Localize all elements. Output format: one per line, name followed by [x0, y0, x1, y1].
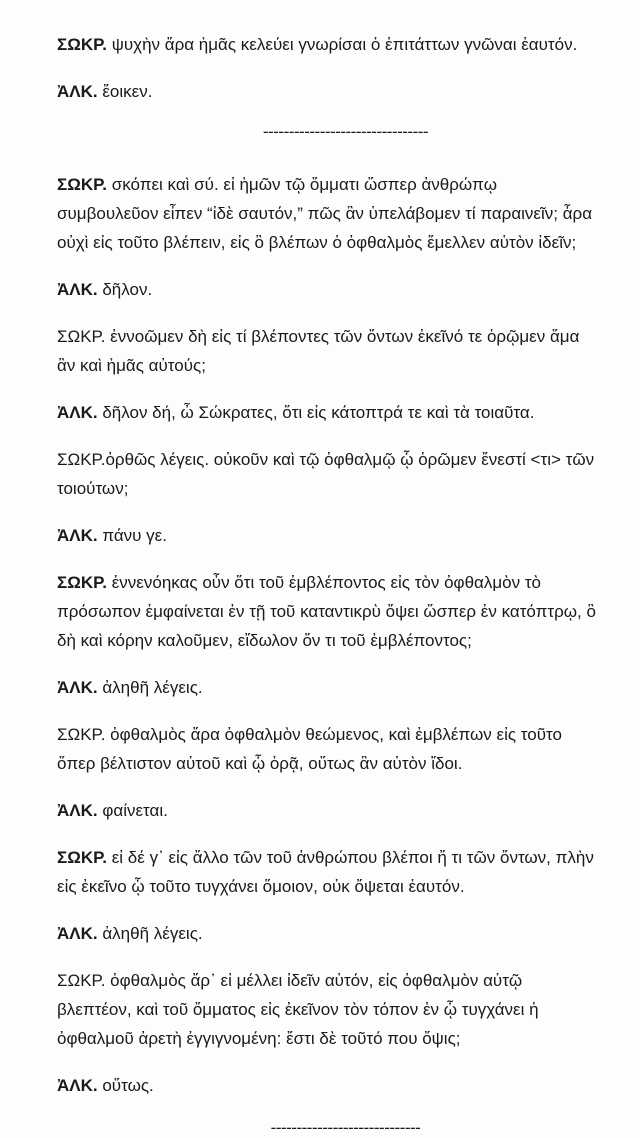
- dialogue-text: οὕτως.: [97, 1076, 154, 1095]
- section-separator: --------------------------------: [262, 122, 429, 141]
- speaker-label: ἈΛΚ.: [57, 1076, 98, 1095]
- dialogue-line: [57, 322, 600, 380]
- speaker-label: ΣΩΚΡ.: [57, 175, 107, 194]
- dialogue-text: δῆλον.: [97, 280, 153, 299]
- section-separator: -----------------------------: [270, 1118, 421, 1137]
- dialogue-text: πάνυ γε.: [97, 526, 167, 545]
- speaker-label: ΣΩΚΡ.: [57, 848, 107, 867]
- speaker-label: ἈΛΚ.: [57, 280, 98, 299]
- dialogue-line: [57, 398, 600, 427]
- speaker-label: ἈΛΚ.: [57, 82, 98, 101]
- dialogue-text: ὀφθαλμὸς ἄρα ὀφθαλμὸν θεώμενος, καὶ ἐμβλέπων εἰς τοῦτο ὅπερ βέλτιστον αὐτοῦ καὶ ᾧ ὁρᾷ, οὕτως ἂν αὑτὸν ἴδοι.: [57, 725, 562, 773]
- dialogue-line: [57, 445, 600, 503]
- dialogue-line: [57, 77, 600, 106]
- speaker-label: ΣΩΚΡ.: [57, 327, 106, 346]
- dialogue-line: [57, 843, 600, 901]
- speaker-label: ΣΩΚΡ.: [57, 450, 106, 469]
- dialogue-line: [57, 30, 600, 59]
- dialogue-text: δῆλον δή, ὦ Σώκρατες, ὅτι εἰς κάτοπτρά τε καὶ τὰ τοιαῦτα.: [97, 403, 535, 422]
- speaker-label: ΣΩΚΡ.: [57, 725, 106, 744]
- dialogue-text: φαίνεται.: [97, 801, 168, 820]
- dialogue-text: ψυχὴν ἄρα ἡμᾶς κελεύει γνωρίσαι ὁ ἐπιτάττων γνῶναι ἑαυτόν.: [107, 35, 578, 54]
- dialogue-text: ἀληθῆ λέγεις.: [97, 924, 203, 943]
- dialogue-line: [57, 796, 600, 825]
- dialogue-line: [57, 720, 600, 778]
- dialogue-line: [57, 521, 600, 550]
- speaker-label: ἈΛΚ.: [57, 678, 98, 697]
- dialogue-text: εἰ δέ γ᾽ εἰς ἄλλο τῶν τοῦ ἀνθρώπου βλέποι ἤ τι τῶν ὄντων, πλὴν εἰς ἐκεῖνο ᾧ τοῦτο τυγχάνει ὅμοιον, οὐκ ὄψεται ἑαυτόν.: [57, 848, 594, 896]
- speaker-label: ἈΛΚ.: [57, 526, 98, 545]
- dialogue-line: [57, 1071, 600, 1100]
- speaker-label: ἈΛΚ.: [57, 403, 98, 422]
- dialogue-text: ὀρθῶς λέγεις. οὐκοῦν καὶ τῷ ὀφθαλμῷ ᾧ ὁρῶμεν ἔνεστί <τι> τῶν τοιούτων;: [57, 450, 595, 498]
- speaker-label: ΣΩΚΡ.: [57, 35, 107, 54]
- dialogue-text: ἐννοῶμεν δὴ εἰς τί βλέποντες τῶν ὄντων ἐκεῖνό τε ὁρῷμεν ἅμα ἂν καὶ ἡμᾶς αὐτούς;: [57, 327, 580, 375]
- dialogue-text: ἀληθῆ λέγεις.: [97, 678, 203, 697]
- dialogue-line: [57, 275, 600, 304]
- speaker-label: ΣΩΚΡ.: [57, 573, 107, 592]
- speaker-label: ἈΛΚ.: [57, 801, 98, 820]
- dialogue-text: ὀφθαλμὸς ἄρ᾽ εἰ μέλλει ἰδεῖν αὑτόν, εἰς ὀφθαλμὸν αὐτῷ βλεπτέον, καὶ τοῦ ὄμματος εἰς ἐκεῖνον τὸν τόπον ἐν ᾧ τυγχάνει ἡ ὀφθαλμοῦ ἀρετὴ ἐγγιγνομένη: ἔστι δὲ τοῦτό που ὄψις;: [57, 971, 539, 1048]
- dialogue-text: σκόπει καὶ σύ. εἰ ἡμῶν τῷ ὄμματι ὥσπερ ἀνθρώπῳ συμβουλεῦον εἶπεν “ἰδὲ σαυτόν,” πῶς ἂν ὑπελάβομεν τί παραινεῖν; ἆρα οὐχὶ εἰς τοῦτο βλέπειν, εἰς ὃ βλέπων ὁ ὀφθαλμὸς ἔμελλεν αὑτὸν ἰδεῖν;: [57, 175, 593, 252]
- speaker-label: ἈΛΚ.: [57, 924, 98, 943]
- speaker-label: ΣΩΚΡ.: [57, 971, 106, 990]
- dialogue-line: [57, 170, 600, 257]
- dialogue-text: ἐννενόηκας οὖν ὅτι τοῦ ἐμβλέποντος εἰς τὸν ὀφθαλμὸν τὸ πρόσωπον ἐμφαίνεται ἐν τῇ τοῦ καταντικρὺ ὄψει ὥσπερ ἐν κατόπτρῳ, ὃ δὴ καὶ κόρην καλοῦμεν, εἴδωλον ὄν τι τοῦ ἐμβλέποντος;: [57, 573, 596, 650]
- dialogue-line: [57, 919, 600, 948]
- dialogue-line: [57, 966, 600, 1053]
- dialogue-line: [57, 568, 600, 655]
- dialogue-text: ἔοικεν.: [97, 82, 153, 101]
- dialogue-line: [57, 673, 600, 702]
